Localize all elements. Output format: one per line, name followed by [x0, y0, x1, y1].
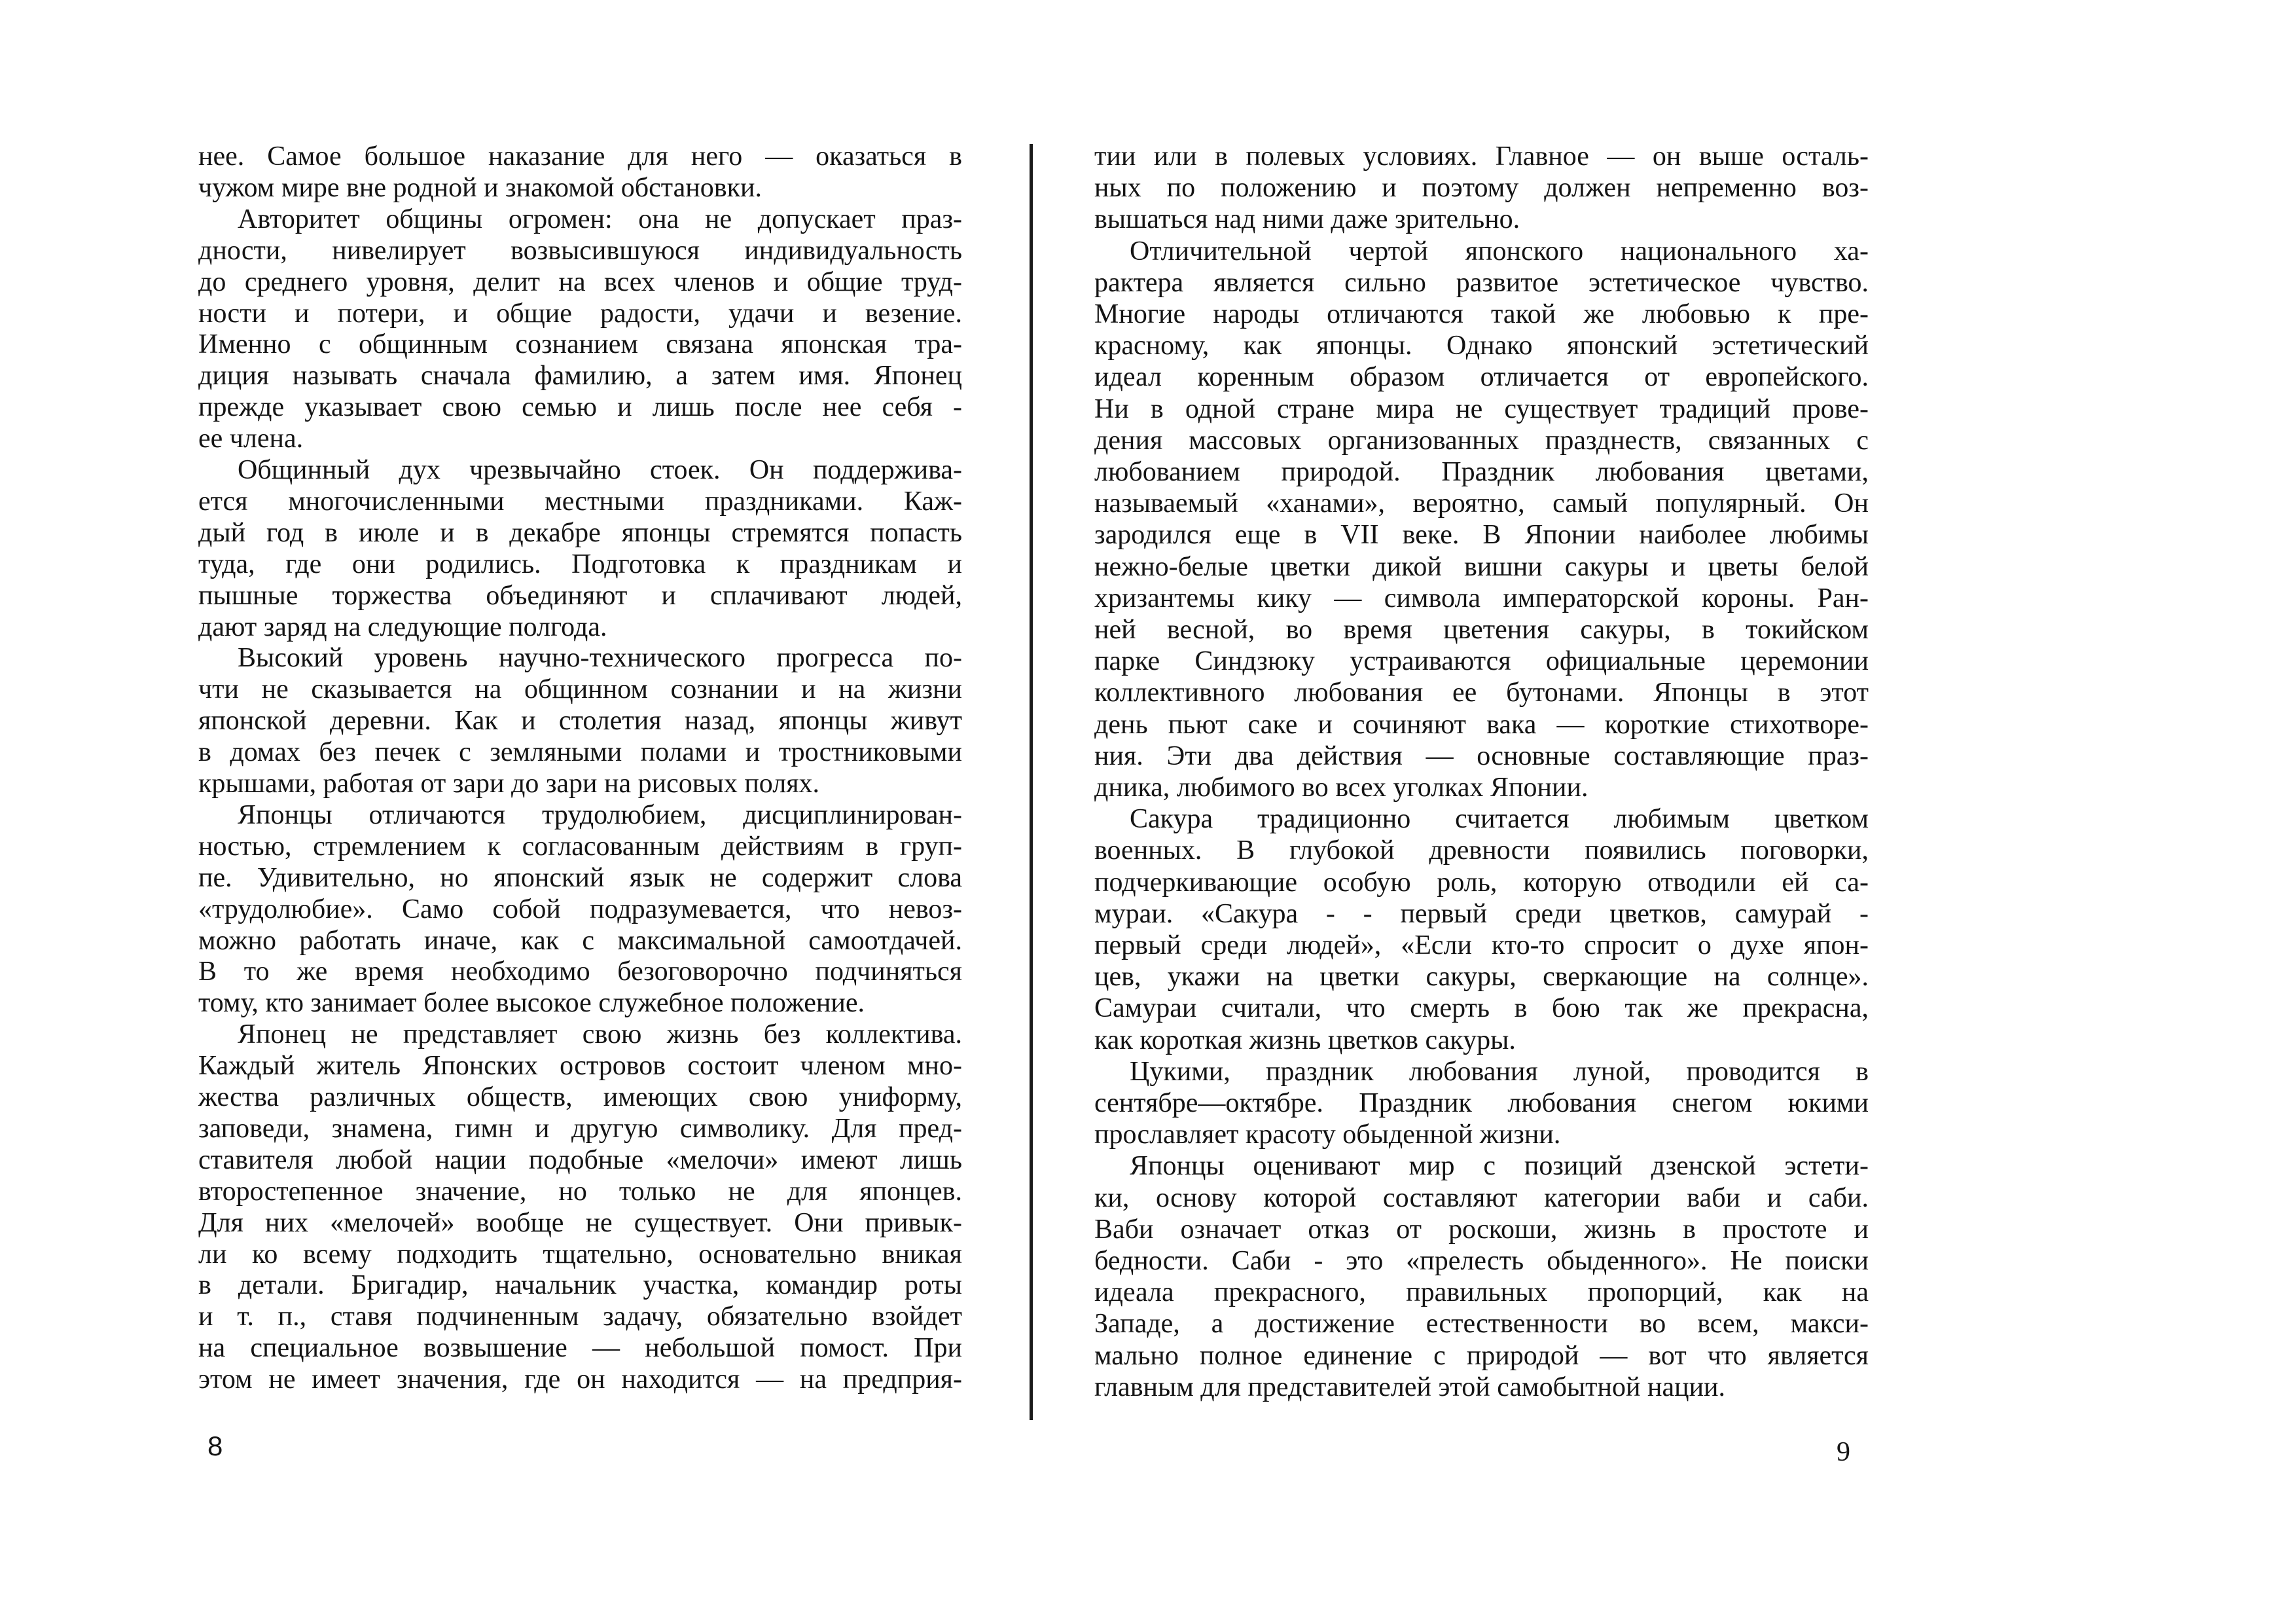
- page-divider: [1030, 144, 1033, 1420]
- text-line: в домах без печек с земляными полами и тростниковыми: [198, 737, 962, 767]
- text-line: Высокий уровень научно-технического прогресса по-: [238, 643, 962, 673]
- text-line: прежде указывает свою семью и лишь после нее себя -: [198, 392, 962, 422]
- text-line: мально полное единение с природой — вот что является: [1094, 1341, 1869, 1371]
- text-line: Многие народы отличаются такой же любовью к пре-: [1094, 299, 1869, 329]
- text-line: главным для представителей этой самобытной нации.: [1094, 1372, 1726, 1402]
- text-line: пе. Удивительно, но японский язык не содержит слова: [198, 863, 962, 893]
- text-line: пышные торжества объединяют и сплачивают людей,: [198, 581, 962, 611]
- text-line: парке Синдзюку устраиваются официальные церемонии: [1094, 646, 1869, 676]
- text-line: второстепенное значение, но только не для японцев.: [198, 1176, 962, 1207]
- text-line: Для них «мелочей» вообще не существует. Они привык-: [198, 1208, 962, 1238]
- text-line: Японцы отличаются трудолюбием, дисциплинирован-: [238, 800, 962, 830]
- text-line: тии или в полевых условиях. Главное — он выше осталь-: [1094, 141, 1869, 172]
- text-line: ней весной, во время цветения сакуры, в токийском: [1094, 615, 1869, 645]
- text-line: Авторитет общины огромен: она не допускает праз-: [238, 204, 962, 234]
- text-line: военных. В глубокой древности появились поговорки,: [1094, 835, 1869, 866]
- text-line: зародился еще в VII веке. В Японии наиболее любимы: [1094, 520, 1869, 550]
- text-line: любованием природой. Праздник любования цветами,: [1094, 457, 1869, 487]
- text-line: ния. Эти два действия — основные составляющие праз-: [1094, 741, 1869, 771]
- text-line: Общинный дух чрезвычайно стоек. Он поддержива-: [238, 455, 962, 485]
- text-line: Отличительной чертой японского национального ха-: [1130, 236, 1869, 266]
- page-number-left: 8: [207, 1431, 223, 1461]
- text-line: дности, нивелирует возвысившуюся индивидуальность: [198, 236, 962, 266]
- text-line: идеала прекрасного, правильных пропорций, как на: [1094, 1277, 1869, 1307]
- text-line: на специальное возвышение — небольшой помост. При: [198, 1333, 962, 1363]
- text-line: чти не сказывается на общинном сознании и на жизни: [198, 674, 962, 704]
- text-line: диция называть сначала фамилию, а затем имя. Японец: [198, 361, 962, 391]
- text-line: рактера является сильно развитое эстетическое чувство.: [1094, 268, 1869, 298]
- text-line: ных по положению и поэтому должен непременно воз-: [1094, 173, 1869, 203]
- text-line: ставителя любой нации подобные «мелочи» имеют лишь: [198, 1145, 962, 1175]
- text-line: дый год в июле и в декабре японцы стремятся попасть: [198, 518, 962, 548]
- text-line: в детали. Бригадир, начальник участка, командир роты: [198, 1270, 962, 1300]
- text-line: Самураи считали, что смерть в бою так же прекрасна,: [1094, 993, 1869, 1023]
- text-line: туда, где они родились. Подготовка к праздникам и: [198, 549, 962, 579]
- text-line: дения массовых организованных празднеств, связанных с: [1094, 426, 1869, 456]
- text-line: вышаться над ними даже зрительно.: [1094, 204, 1520, 234]
- text-line: Западе, а достижение естественности во всем, макси-: [1094, 1309, 1869, 1339]
- text-line: красному, как японцы. Однако японский эстетический: [1094, 331, 1869, 361]
- text-line: Сакура традиционно считается любимым цветком: [1130, 804, 1869, 834]
- text-line: Ни в одной стране мира не существует традиций прове-: [1094, 394, 1869, 424]
- page-number-right: 9: [1837, 1437, 1850, 1467]
- text-line: ее члена.: [198, 424, 304, 454]
- text-line: первый среди людей», «Если кто-то спросит о духе япон-: [1094, 930, 1869, 960]
- text-line: «трудолюбие». Само собой подразумевается, что невоз-: [198, 894, 962, 924]
- text-line: день пьют саке и сочиняют вака — короткие стихотворе-: [1094, 710, 1869, 740]
- text-line: Ваби означает отказ от роскоши, жизнь в простоте и: [1094, 1214, 1869, 1245]
- text-line: нее. Самое большое наказание для него — оказаться в: [198, 141, 962, 172]
- text-line: называемый «ханами», вероятно, самый популярный. Он: [1094, 488, 1869, 519]
- text-line: и т. п., ставя подчиненным задачу, обязательно взойдет: [198, 1302, 962, 1332]
- text-line: ностью, стремлением к согласованным действиям в груп-: [198, 831, 962, 862]
- text-line: подчеркивающие особую роль, которую отводили ей са-: [1094, 867, 1869, 898]
- text-line: мураи. «Сакура - - первый среди цветков, самурай -: [1094, 899, 1869, 929]
- text-line: бедности. Саби - это «прелесть обыденного». Не поиски: [1094, 1246, 1869, 1276]
- text-line: ли ко всему подходить тщательно, основательно вникая: [198, 1239, 962, 1269]
- text-line: можно работать иначе, как с максимальной самоотдачей.: [198, 926, 962, 956]
- text-line: тому, кто занимает более высокое служебное положение.: [198, 988, 865, 1018]
- text-line: Японец не представляет свою жизнь без коллектива.: [238, 1019, 962, 1049]
- text-line: В то же время необходимо безоговорочно подчиняться: [198, 957, 962, 987]
- text-line: прославляет красоту обыденной жизни.: [1094, 1120, 1561, 1150]
- text-line: идеал коренным образом отличается от европейского.: [1094, 362, 1869, 392]
- text-line: заповеди, знамена, гимн и другую символику. Для пред-: [198, 1114, 962, 1144]
- text-line: жества различных обществ, имеющих свою униформу,: [198, 1082, 962, 1112]
- text-line: крышами, работая от зари до зари на рисовых полях.: [198, 769, 820, 799]
- text-line: до среднего уровня, делит на всех членов и общие труд-: [198, 267, 962, 297]
- text-line: дника, любимого во всех уголках Японии.: [1094, 773, 1588, 803]
- text-line: чужом мире вне родной и знакомой обстановки.: [198, 173, 762, 203]
- text-line: Именно с общинным сознанием связана японская тра-: [198, 329, 962, 359]
- text-line: сентябре—октябре. Праздник любования снегом юкими: [1094, 1088, 1869, 1118]
- text-line: Каждый житель Японских островов состоит членом мно-: [198, 1051, 962, 1081]
- text-line: японской деревни. Как и столетия назад, японцы живут: [198, 706, 962, 736]
- text-line: Японцы оценивают мир с позиций дзенской эстети-: [1130, 1151, 1869, 1181]
- text-line: хризантемы кику — символа императорской короны. Ран-: [1094, 583, 1869, 613]
- text-line: этом не имеет значения, где он находится — на предприя-: [198, 1364, 962, 1395]
- text-line: коллективного любования ее бутонами. Японцы в этот: [1094, 678, 1869, 708]
- text-line: цев, укажи на цветки сакуры, сверкающие на солнце».: [1094, 962, 1869, 992]
- text-line: как короткая жизнь цветков сакуры.: [1094, 1025, 1516, 1055]
- text-line: дают заряд на следующие полгода.: [198, 612, 607, 642]
- text-line: ется многочисленными местными праздниками. Каж-: [198, 486, 962, 517]
- text-line: ки, основу которой составляют категории ваби и саби.: [1094, 1183, 1869, 1213]
- text-line: нежно-белые цветки дикой вишни сакуры и цветы белой: [1094, 552, 1869, 582]
- text-line: ности и потери, и общие радости, удачи и везение.: [198, 299, 962, 329]
- text-line: Цукими, праздник любования луной, проводится в: [1130, 1057, 1869, 1087]
